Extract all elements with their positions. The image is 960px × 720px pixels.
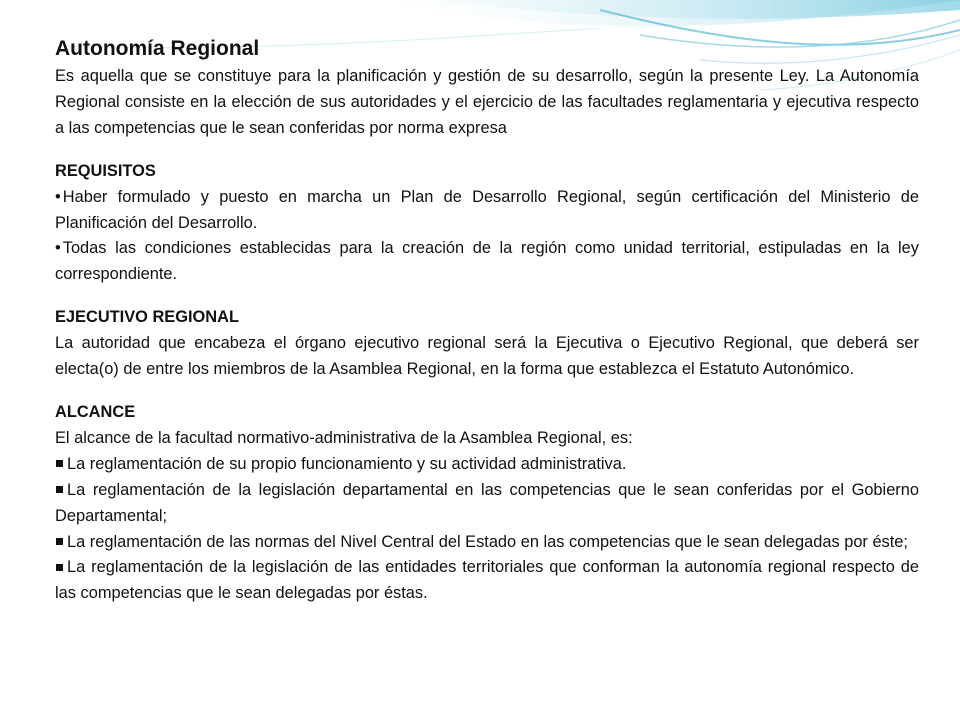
square-bullet-icon — [56, 460, 63, 467]
requisito-item: • Todas las condiciones establecidas para la creación de la región como unidad territorial, estipuladas en la ley correspondiente. — [55, 239, 919, 284]
requisito-item: • Haber formulado y puesto en marcha un Plan de Desarrollo Regional, según certificación del Ministerio de Planificación del Desarrollo. — [55, 187, 919, 232]
intro-paragraph: Es aquella que se constituye para la planificación y gestión de su desarrollo, según la presente Ley. La Autonomía Regional consiste en la elección de sus autoridades y el ejercicio de las facultades reglamentaria y ejecutiva respecto a las competencias que le sean conferidas por norma expresa — [55, 67, 919, 137]
bullet-icon: • — [55, 187, 61, 206]
bullet-icon: • — [55, 239, 61, 258]
alcance-item: La reglamentación de las normas del Nivel Central del Estado en las competencias que le sean delegadas por éste; — [55, 530, 919, 556]
ejecutivo-paragraph: La autoridad que encabeza el órgano ejecutivo regional será la Ejecutiva o Ejecutivo Regional, que deberá ser electa(o) de entre los miembros de la Asamblea Regional, en la forma que establezca el Estatuto Autonómico. — [55, 334, 919, 379]
ejecutivo-heading: EJECUTIVO REGIONAL — [55, 308, 239, 327]
requisitos-heading: REQUISITOS — [55, 161, 156, 180]
square-bullet-icon — [56, 564, 63, 571]
slide-title: Autonomía Regional — [55, 37, 260, 60]
square-bullet-icon — [56, 538, 63, 545]
slide-content — [55, 36, 919, 607]
square-bullet-icon — [56, 486, 63, 493]
alcance-item: La reglamentación de su propio funcionamiento y su actividad administrativa. — [55, 452, 919, 478]
alcance-item: La reglamentación de la legislación departamental en las competencias que le sean conferidas por el Gobierno Departamental; — [55, 480, 919, 525]
alcance-item: La reglamentación de la legislación de las entidades territoriales que conforman la autonomía regional respecto de las competencias que le sean delegadas por éstas. — [55, 558, 919, 603]
alcance-heading: ALCANCE — [55, 402, 136, 421]
alcance-intro: El alcance de la facultad normativo-administrativa de la Asamblea Regional, es: — [55, 428, 633, 447]
